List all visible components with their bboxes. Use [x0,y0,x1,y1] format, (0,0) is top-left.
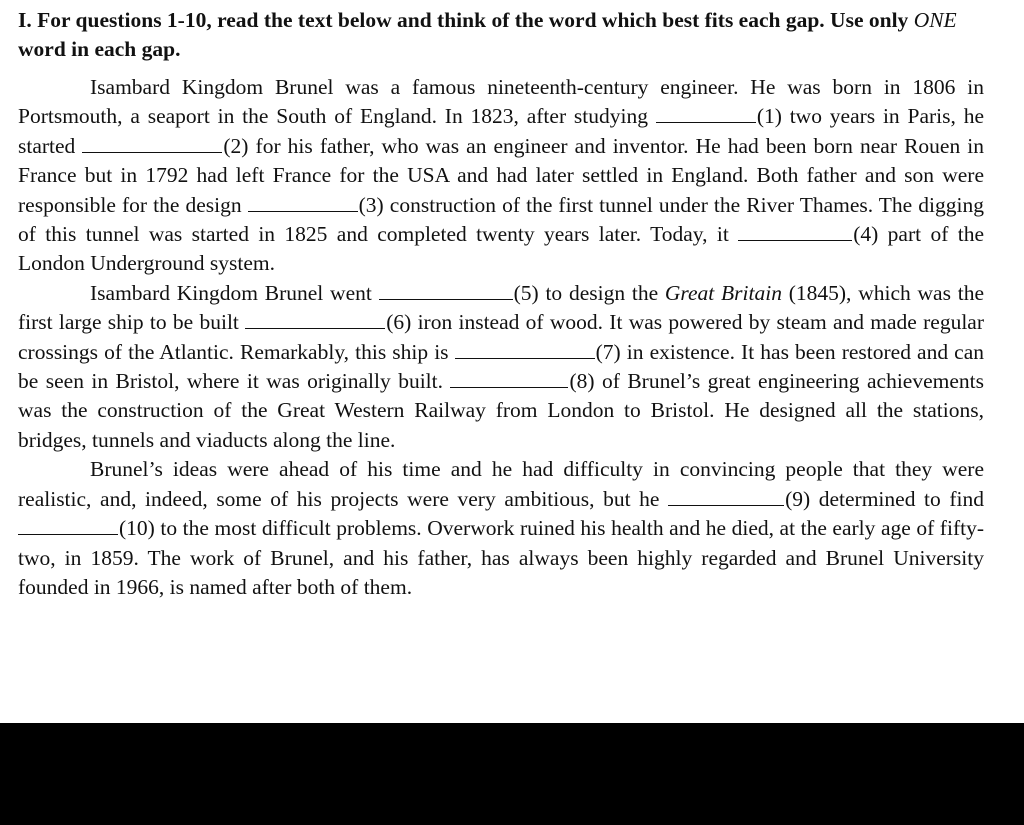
gap-7-number: (7) [595,339,621,364]
p3-text-2: determined to find [810,486,984,511]
gap-4-blank[interactable] [738,222,852,241]
gap-5[interactable] [379,281,539,305]
p1-text-2: two years in Paris, he started [18,104,984,158]
p2-text-4: iron instead of wood. It was powered by steam and made regular crossings of the Atlantic. Remarkably, this ship is [18,310,984,364]
gap-2[interactable] [82,134,248,158]
p2-text-5: in existence. It has been restored and can be seen in Bristol, where it was originally built. [18,339,984,394]
p1-text-4: construction of the first tunnel under the River Thames. The digging of this tunnel was started in 1825 and completed twenty years later. Today, it [18,192,984,247]
gap-5-blank[interactable] [379,281,513,300]
gap-2-number: (2) [223,133,249,158]
instructions-text-1: I. For questions 1-10, read the text below and think of the word which best fits each gap. Use only [18,8,914,32]
p2-text-1: Isambard Kingdom Brunel went [90,280,379,305]
gap-1-blank[interactable] [656,104,756,123]
p1-text-3: for his father, who was an engineer and inventor. He had been born near Rouen in France but in 1792 had left France for the USA and had later settled in England. Both father and son were responsible for the design [18,133,984,217]
instructions-text-2: word in each gap. [18,37,181,61]
gap-1-number: (1) [756,104,782,129]
gap-8-number: (8) [569,369,595,394]
p2-text-2: to design the [538,280,665,305]
gap-10-number: (10) [119,516,155,541]
gap-5-number: (5) [513,280,539,305]
worksheet-content [18,6,984,602]
gap-8-blank[interactable] [450,369,568,388]
gap-9-blank[interactable] [668,486,784,505]
gap-9-number: (9) [785,486,811,511]
gap-4[interactable] [738,222,878,246]
p3-text-1: Brunel’s ideas were ahead of his time and he had difficulty in convincing people that they were realistic, and, indeed, some of his projects were very ambitious, but he [18,457,984,511]
gap-4-number: (4) [853,222,879,247]
paragraph-3 [18,455,984,602]
p2-text-6: of Brunel’s great engineering achievements was the construction of the Great Western Railway from London to Bristol. He designed all the stations, bridges, tunnels and viaducts along the line. [18,369,984,452]
gap-3[interactable] [248,193,384,217]
p2-text-3: (1845), which was the first large ship to be built [18,280,984,335]
gap-6[interactable] [245,310,411,334]
gap-10[interactable] [18,516,155,540]
task-instructions [18,6,984,64]
gap-7-blank[interactable] [455,339,595,358]
instructions-emphasis: ONE [913,8,957,32]
gap-1[interactable] [656,104,782,128]
gap-10-blank[interactable] [18,516,118,535]
p1-text-5: part of the London Underground system. [18,222,984,276]
ship-name: Great Britain [664,280,782,305]
black-bottom-area [0,723,1024,825]
gap-3-number: (3) [358,192,384,217]
gap-8[interactable] [450,369,594,393]
paragraph-2 [18,279,984,455]
gap-6-number: (6) [386,310,412,335]
p1-text-1: Isambard Kingdom Brunel was a famous nineteenth-century engineer. He was born in 1806 in Portsmouth, a seaport in the South of England. In 1823, after studying [18,75,984,129]
paragraph-1 [18,73,984,279]
gap-2-blank[interactable] [82,134,222,153]
gap-3-blank[interactable] [248,192,358,211]
gap-9[interactable] [668,487,810,511]
p3-text-3: to the most difficult problems. Overwork ruined his health and he died, at the early age of fifty-two, in 1859. The work of Brunel, and his father, has always been highly regarded and Brunel University founded in 1966, is named after both of them. [18,516,984,599]
gap-7[interactable] [455,340,621,364]
gap-6-blank[interactable] [245,310,385,329]
